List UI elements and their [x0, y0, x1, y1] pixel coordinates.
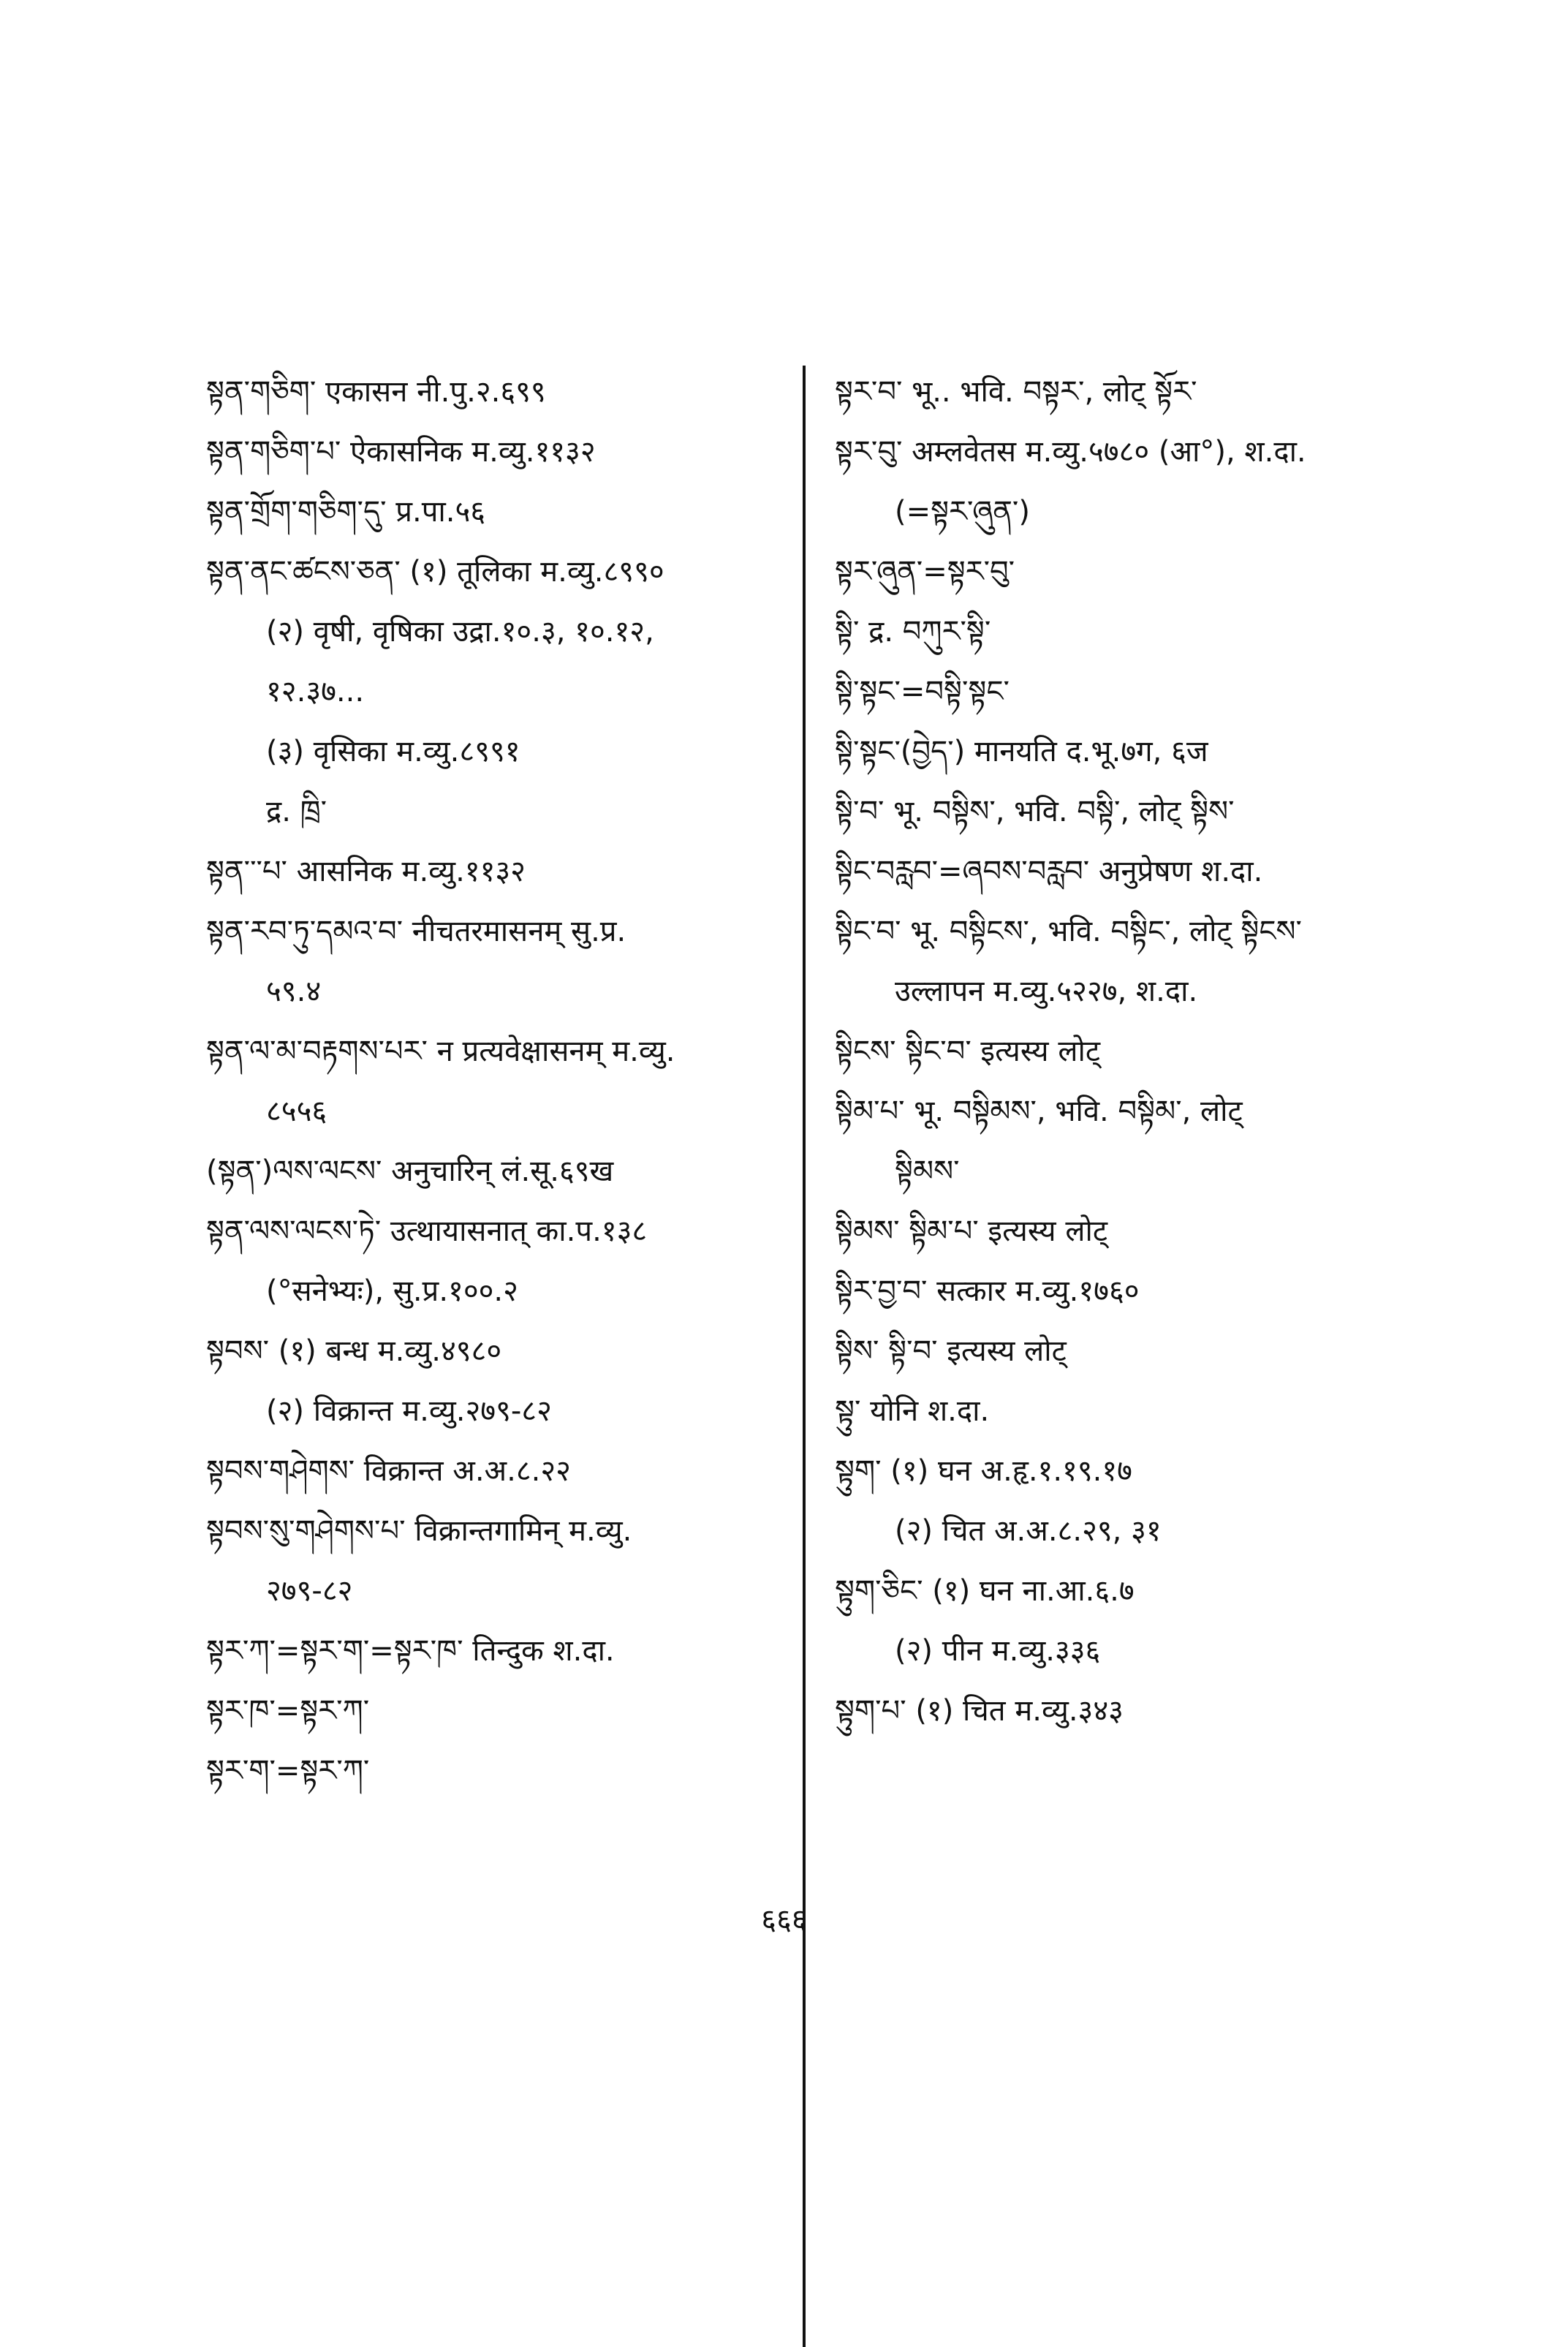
entry-continuation-line: ८५५६	[266, 1095, 327, 1128]
entry-continuation-line: (२) वृषी, वृषिका उद्रा.१०.३, १०.१२,	[266, 615, 654, 649]
dictionary-entry: སྟི་སྟང་(བྱེད་) मानयति द.भू.७ग, ६ज	[835, 735, 1208, 768]
dictionary-entry: སྟན་ལས་ལངས་ཏེ་ उत्थायासनात् का.प.१३८	[206, 1214, 648, 1248]
entry-continuation-line: १२.३७...	[266, 675, 365, 708]
entry-continuation-line: (३) वृसिका म.व्यु.८९९१	[266, 735, 520, 768]
dictionary-entry: སྟིར་བྱ་བ་ सत्कार म.व्यु.१७६०	[835, 1274, 1140, 1308]
entry-continuation-line: उल्लापन म.व्यु.५२२७, श.दा.	[895, 975, 1198, 1008]
dictionary-entry: (སྟན་)ལས་ལངས་ अनुचारिन् लं.सू.६९ख	[206, 1154, 614, 1188]
dictionary-entry: སྟིང་བ་ भू. བསྟིངས་, भवि. བསྟིང་, लोट् སྟིངས་	[835, 915, 1302, 948]
dictionary-entry: སྟུ་ योनि श.दा.	[835, 1394, 990, 1428]
dictionary-entry: སྟར་ཀ་=སྟར་ག་=སྟར་ཁ་ तिन्दुक श.दा.	[206, 1634, 615, 1668]
dictionary-entry: སྟན་གཅིག་ एकासन नी.पु.२.६९९	[206, 375, 546, 409]
dictionary-entry: སྟིས་ སྟི་བ་ इत्यस्य लोट्	[835, 1334, 1067, 1368]
dictionary-entry: སྟིམས་ སྟིམ་པ་ इत्यस्य लोट्	[835, 1214, 1107, 1248]
dictionary-entry: སྟར་ཁ་=སྟར་ཀ་	[206, 1694, 370, 1728]
dictionary-entry: སྟབས་ (१) बन्ध म.व्यु.४९८०	[206, 1334, 502, 1368]
dictionary-entry: སྟིམ་པ་ भू. བསྟིམས་, भवि. བསྟིམ་, लोट्	[835, 1095, 1243, 1128]
entry-continuation-line: སྟིམས་	[895, 1154, 960, 1188]
dictionary-entry: སྟི་བ་ भू. བསྟིས་, भवि. བསྟི་, लोट् སྟིས་	[835, 795, 1235, 828]
dictionary-entry: སྟན་་་པ་ आसनिक म.व्यु.११३२	[206, 855, 526, 888]
left-column	[206, 362, 784, 1801]
dictionary-entry: སྟར་ཞུན་=སྟར་བུ་	[835, 555, 1015, 589]
entry-continuation-line: (२) पीन म.व्यु.३३६	[895, 1634, 1101, 1668]
entry-continuation-line: (२) विक्रान्त म.व्यु.२७९-८२	[266, 1394, 552, 1428]
dictionary-entry: སྟིངས་ སྟིང་བ་ इत्यस्य लोट्	[835, 1035, 1100, 1068]
dictionary-entry: སྟར་བ་ भू.. भवि. བསྟར་, लोट् སྟོར་	[835, 375, 1197, 409]
dictionary-entry: སྟན་གཅིག་པ་ ऐकासनिक म.व्यु.११३२	[206, 435, 596, 469]
dictionary-entry: སྟབས་སུ་གཤེགས་པ་ विक्रान्तगामिन् म.व्यु.	[206, 1514, 632, 1548]
column-divider	[803, 366, 806, 2347]
dictionary-entry: སྟན་གྲོག་གཅིག་དུ་ प्र.पा.५६	[206, 495, 486, 529]
dictionary-entry: སྟན་རབ་ཏུ་དམའ་བ་ नीचतरमासनम् सु.प्र.	[206, 915, 626, 948]
dictionary-entry: སྟར་ག་=སྟར་ཀ་	[206, 1754, 370, 1788]
dictionary-entry: སྟན་ལ་མ་བརྟགས་པར་ न प्रत्यवेक्षासनम् म.व्यु.	[206, 1035, 675, 1068]
entry-continuation-line: २७९-८२	[266, 1574, 353, 1608]
dictionary-entry: སྟུག་ཅིང་ (१) घन ना.आ.६.७	[835, 1574, 1135, 1608]
dictionary-entry: སྟར་བུ་ अम्लवेतस म.व्यु.५७८० (आ°), श.दा.	[835, 435, 1306, 469]
entry-continuation-line: (°सनेभ्यः), सु.प्र.१००.२	[266, 1274, 518, 1308]
right-column	[835, 362, 1463, 1741]
dictionary-entry: སྟན་ནང་ཚངས་ཅན་ (१) तूलिका म.व्यु.८९९०	[206, 555, 664, 589]
page-number: ६६६	[761, 1903, 807, 1937]
dictionary-entry: སྟུག་ (१) घन अ.हृ.१.१९.१७	[835, 1454, 1132, 1488]
dictionary-entry: སྟི་ द्र. བཀུར་སྟི་	[835, 615, 991, 649]
dictionary-entry: སྟིང་བརླབ་=ཞབས་བརླབ་ अनुप्रेषण श.दा.	[835, 855, 1263, 888]
entry-continuation-line: ५९.४	[266, 975, 322, 1008]
entry-continuation-line: (=སྟར་ཞུན་)	[895, 495, 1030, 529]
entry-continuation-line: द्र. ཁྲི་	[266, 795, 327, 828]
dictionary-entry: སྟི་སྟང་=བསྟི་སྟང་	[835, 675, 1010, 708]
dictionary-entry: སྟབས་གཤེགས་ विक्रान्त अ.अ.८.२२	[206, 1454, 571, 1488]
dictionary-entry: སྟུག་པ་ (१) चित म.व्यु.३४३	[835, 1694, 1124, 1728]
entry-continuation-line: (२) चित अ.अ.८.२९, ३१	[895, 1514, 1162, 1548]
